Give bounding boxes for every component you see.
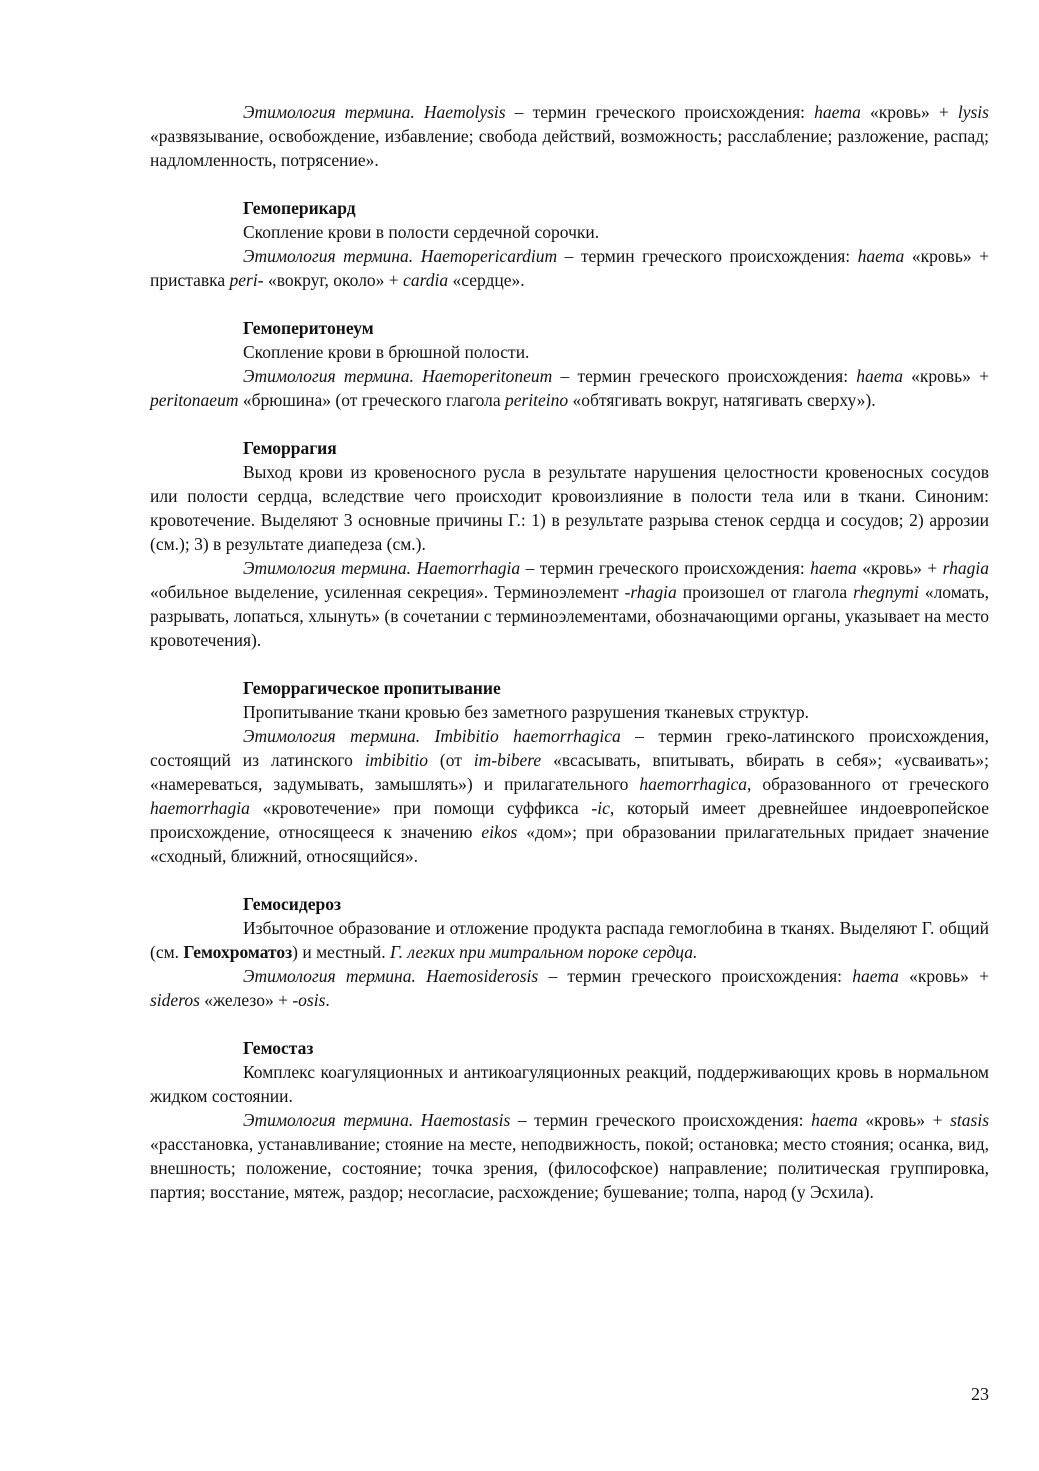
text-run: – термин греческого происхождения:	[505, 102, 815, 122]
italic-term: haema	[814, 102, 861, 122]
text-run: «кровь» + приставка	[150, 246, 989, 290]
entry-paragraph	[150, 1060, 989, 1108]
text-run: Скопление крови в брюшной полости.	[243, 342, 530, 362]
text-run: «ломать, разрывать, лопаться, хлынуть» (в сочетании с терминоэлементами, обозначающими органы, указывает на место кровотечения).	[150, 582, 989, 650]
dictionary-entry	[150, 1036, 989, 1204]
text-run: «дом»; при образовании прилагательных придает значение «сходный, ближний, относящийся».	[150, 822, 989, 866]
text-run: , который имеет древнейшее индоевропейское происхождение, относящееся к значению	[150, 798, 989, 842]
italic-term: haema	[857, 246, 905, 266]
italic-term: haema	[810, 558, 857, 578]
italic-term: -osis	[292, 990, 326, 1010]
italic-term: -ic	[591, 798, 610, 818]
entry-paragraph	[150, 460, 989, 556]
text-run: «кровь» +	[857, 1110, 951, 1130]
entry-paragraph	[150, 100, 989, 172]
document-page	[150, 100, 989, 1228]
italic-term: haemorrhagia	[150, 798, 250, 818]
entry-headword: Гемостаз	[243, 1038, 314, 1058]
italic-term: Этимология термина. Haemopericardium	[243, 246, 558, 266]
italic-term: Этимология термина. Haemosiderosis	[243, 966, 539, 986]
text-run: Комплекс коагуляционных и антикоагуляционных реакций, поддерживающих кровь в нормальном жидком состоянии.	[150, 1062, 989, 1106]
italic-term: rhegnymi	[853, 582, 919, 602]
text-run: «сердце».	[448, 270, 525, 290]
dictionary-entry	[150, 196, 989, 292]
text-run: «развязывание, освобождение, избавление; свобода действий, возможность; расслабление; разложение, распад; надломленность, потрясение».	[150, 126, 989, 170]
entry-headword: Геморрагическое пропитывание	[243, 678, 501, 698]
dictionary-entry	[150, 316, 989, 412]
italic-term: stasis	[950, 1110, 989, 1130]
italic-term: cardia	[403, 270, 449, 290]
text-run: – термин греческого происхождения:	[538, 966, 853, 986]
italic-term: peritonaeum	[150, 390, 239, 410]
text-run: «кровь» +	[856, 558, 943, 578]
entry-paragraph	[150, 724, 989, 868]
text-run: «вокруг, около» +	[263, 270, 404, 290]
italic-term: rhagia	[942, 558, 989, 578]
italic-term: im-bibere	[473, 750, 542, 770]
italic-term: lysis	[957, 102, 989, 122]
text-run: «кровь» +	[898, 966, 989, 986]
entry-headword: Гемоперикард	[243, 198, 356, 218]
entry-headword: Геморрагия	[243, 438, 337, 458]
dictionary-entry	[150, 676, 989, 868]
text-run: «кровотечение» при помощи суффикса	[249, 798, 592, 818]
entry-paragraph	[150, 916, 989, 964]
text-run: Пропитывание ткани кровью без заметного разрушения тканевых структур.	[243, 702, 809, 722]
text-run: .	[325, 990, 330, 1010]
text-run: – термин греческого происхождения:	[552, 366, 857, 386]
italic-term: Этимология термина. Haemorrhagia	[243, 558, 521, 578]
text-run: – термин греческого происхождения:	[557, 246, 858, 266]
entry-paragraph	[150, 964, 989, 1012]
dictionary-entry	[150, 892, 989, 1012]
text-run: Избыточное образование и отложение продукта распада гемоглобина в тканях. Выделяют Г. общий (см.	[150, 918, 989, 962]
italic-term: Этимология термина. Imbibitio haemorrhagica	[243, 726, 621, 746]
italic-term: haema	[856, 366, 903, 386]
text-run: – термин греческого происхождения:	[520, 558, 811, 578]
italic-term: Этимология термина. Haemostasis	[243, 1110, 511, 1130]
dictionary-entry	[150, 100, 989, 172]
entry-headword: Гемоперитонеум	[243, 318, 374, 338]
text-run: образованного от греческого	[751, 774, 989, 794]
bold-reference: Гемохроматоз	[183, 942, 293, 962]
entry-paragraph	[150, 340, 989, 364]
italic-term: eikos	[481, 822, 518, 842]
entry-paragraph	[150, 364, 989, 412]
text-run: «железо» +	[199, 990, 293, 1010]
italic-term: sideros	[150, 990, 200, 1010]
italic-term: periteino	[504, 390, 569, 410]
entry-paragraph	[150, 220, 989, 244]
text-run: «кровь» +	[860, 102, 958, 122]
entry-paragraph	[150, 244, 989, 292]
italic-term: -rhagia	[624, 582, 677, 602]
italic-term: imbibitio	[364, 750, 429, 770]
entry-paragraph	[150, 700, 989, 724]
italic-term: Г. легких при митральном пороке сердца.	[390, 942, 698, 962]
italic-term: haema	[811, 1110, 858, 1130]
text-run: Скопление крови в полости сердечной сорочки.	[243, 222, 600, 242]
entry-paragraph	[150, 1108, 989, 1204]
text-run: Выход крови из кровеносного русла в результате нарушения целостности кровеносных сосудов или полости сердца, вследствие чего происходит кровоизлияние в полости тела или в ткани. Синоним: кровотечение. Выделяют 3 основные причины Г.: 1) в результате разрыва стенок сердца и сосудов; 2) аррозии (см.); 3) в результате диапедеза (см.).	[150, 462, 989, 554]
entry-paragraph	[150, 556, 989, 652]
text-run: «обтягивать вокруг, натягивать сверху»).	[568, 390, 876, 410]
text-run: (от	[428, 750, 474, 770]
entry-headword: Гемосидероз	[243, 894, 341, 914]
text-run: – термин греко-латинского происхождения, состоящий из латинского	[150, 726, 989, 770]
text-run: ) и местный.	[292, 942, 391, 962]
text-run: произошел от глагола	[676, 582, 854, 602]
italic-term: haema	[852, 966, 899, 986]
page-number: 23	[971, 1384, 989, 1404]
text-run: «обильное выделение, усиленная секреция». Терминоэлемент	[150, 582, 625, 602]
text-run: «всасывать, впитывать, вбирать в себя»; «усваивать»; «намереваться, задумывать, замышлять») и прилагательного	[150, 750, 989, 794]
italic-term: haemorrhagica,	[639, 774, 752, 794]
text-run: «кровь» +	[902, 366, 989, 386]
text-run: «расстановка, устанавливание; стояние на месте, неподвижность, покой; остановка; место стояния; осанка, вид, внешность; положение, состояние; точка зрения, (философское) направление; политическая группировка, партия; восстание, мятеж, раздор; несогласие, расхождение; бушевание; толпа, народ (у Эсхила).	[150, 1134, 989, 1202]
italic-term: Этимология термина. Haemolysis	[243, 102, 506, 122]
text-run: «брюшина» (от греческого глагола	[238, 390, 505, 410]
italic-term: peri-	[229, 270, 264, 290]
text-run: – термин греческого происхождения:	[510, 1110, 812, 1130]
italic-term: Этимология термина. Haemoperitoneum	[243, 366, 553, 386]
dictionary-entry	[150, 436, 989, 652]
